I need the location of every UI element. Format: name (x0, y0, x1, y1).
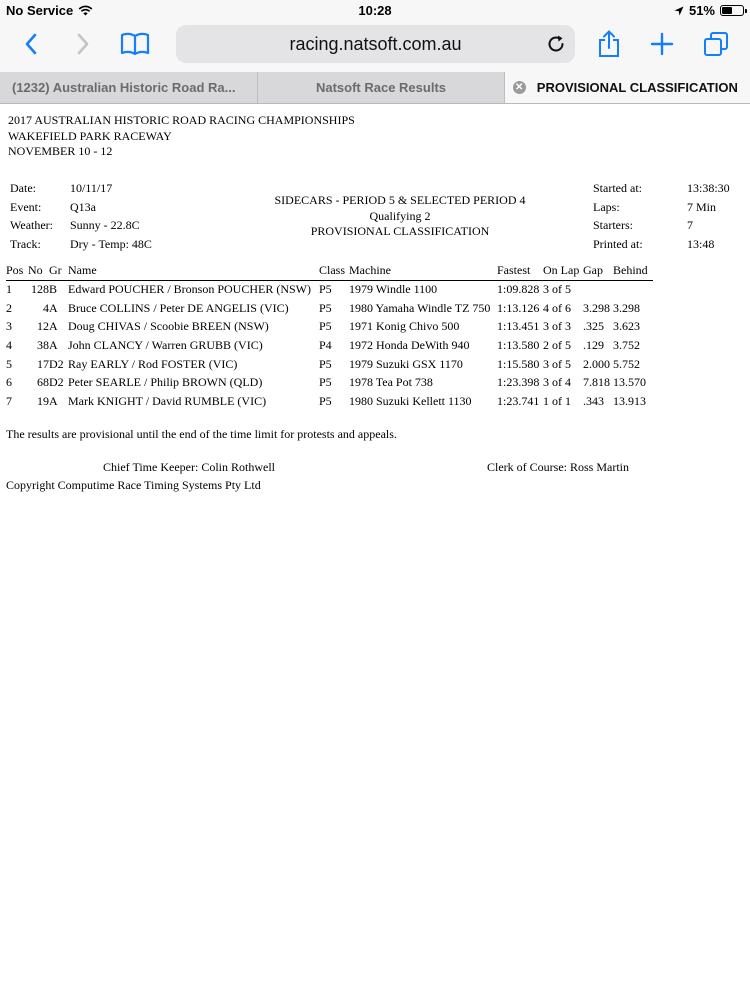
col-header-machine: Machine (349, 262, 497, 280)
info-value: Q13a (70, 199, 96, 214)
event-title: 2017 AUSTRALIAN HISTORIC ROAD RACING CHAMPIONSHIPS (8, 113, 355, 127)
event-venue: WAKEFIELD PARK RACEWAY (8, 128, 172, 143)
bookmarks-button[interactable] (117, 28, 153, 60)
clerk-of-course: Clerk of Course: Ross Martin (487, 460, 629, 474)
cell-behind: 3.752 (613, 338, 640, 353)
info-value: 7 (687, 218, 693, 232)
table-row (6, 337, 653, 356)
cell-on-lap: 3 of 4 (543, 375, 571, 390)
status-bar (0, 0, 750, 20)
tabs-icon (703, 31, 729, 57)
cell-gr: D2 (49, 356, 64, 371)
cell-behind: 13.913 (613, 394, 646, 409)
url-text: racing.natsoft.com.au (289, 34, 462, 54)
results-header-row (6, 262, 653, 280)
cell-fastest: 1:13.451 (497, 319, 540, 334)
cell-no: 17 (37, 356, 49, 371)
provisional-note: The results are provisional until the end of the time limit for protests and appeals. (6, 427, 397, 441)
col-header-gap: Gap (583, 262, 613, 280)
info-label: Weather: (10, 218, 54, 232)
cell-class: P5 (319, 356, 332, 371)
cell-gr: D2 (49, 375, 64, 390)
cell-gap: .129 (583, 338, 604, 353)
cell-machine: 1980 Suzuki Kellett 1130 (349, 394, 472, 409)
cell-gap: 3.298 (583, 300, 610, 315)
info-row-track (10, 237, 152, 256)
reload-icon[interactable] (545, 33, 567, 55)
book-icon (120, 32, 150, 56)
cell-no: 68 (37, 375, 49, 390)
cell-class: P5 (319, 300, 332, 315)
cell-behind: 3.623 (613, 319, 640, 334)
tab-historic-road-racing[interactable] (0, 72, 258, 103)
tab-label: Natsoft Race Results (315, 80, 447, 95)
col-header-name: Name (68, 262, 319, 280)
cell-no: 128 (31, 282, 49, 296)
location-arrow-icon (674, 6, 684, 16)
plus-icon (650, 32, 674, 56)
share-button[interactable] (591, 28, 627, 60)
cell-pos: 6 (6, 375, 12, 390)
forward-button[interactable] (65, 28, 101, 60)
cell-name: Ray EARLY / Rod FOSTER (VIC) (68, 356, 238, 371)
cell-machine: 1979 Windle 1100 (349, 282, 438, 296)
table-row (6, 318, 653, 337)
cell-fastest: 1:23.398 (497, 375, 540, 390)
cell-gr: A (49, 319, 58, 334)
col-header-no: No (28, 262, 49, 280)
event-header (8, 113, 355, 160)
info-row-event (10, 200, 152, 219)
cell-no: 19 (37, 394, 49, 409)
info-label: Laps: (593, 199, 620, 214)
back-button[interactable] (13, 28, 49, 60)
cell-gap: .343 (583, 394, 604, 409)
info-row-printed (593, 237, 730, 256)
info-label: Event: (10, 199, 42, 214)
classification-status: PROVISIONAL CLASSIFICATION (310, 224, 490, 238)
cell-name: Peter SEARLE / Philip BROWN (QLD) (68, 375, 263, 390)
col-header-pos: Pos (6, 262, 28, 280)
class-title: SIDECARS - PERIOD 5 & SELECTED PERIOD 4 (274, 193, 526, 207)
cell-pos: 4 (6, 338, 12, 353)
table-row (6, 280, 653, 299)
copyright: Copyright Computime Race Timing Systems Pty Ltd (6, 478, 261, 492)
cell-class: P5 (319, 319, 332, 334)
info-value: 7 Min (687, 199, 717, 214)
tab-natsoft-results[interactable] (258, 72, 504, 103)
cell-on-lap: 4 of 6 (543, 300, 571, 315)
cell-on-lap: 2 of 5 (543, 338, 571, 353)
results-body (6, 280, 653, 411)
cell-gr: B (49, 282, 58, 296)
info-row-date (10, 181, 152, 200)
cell-name: Doug CHIVAS / Scoobie BREEN (NSW) (68, 319, 269, 334)
cell-gap: .325 (583, 319, 604, 334)
cell-on-lap: 3 of 5 (543, 356, 571, 371)
cell-name: John CLANCY / Warren GRUBB (VIC) (68, 338, 263, 353)
cell-machine: 1978 Tea Pot 738 (349, 375, 433, 390)
tab-label: (1232) Australian Historic Road Ra... (12, 80, 236, 95)
cell-no: 38 (37, 338, 49, 353)
back-chevron-icon (24, 33, 38, 55)
cell-machine: 1972 Honda DeWith 940 (349, 338, 470, 353)
table-row (6, 393, 653, 412)
cell-machine: 1980 Yamaha Windle TZ 750 (349, 300, 491, 315)
cell-name: Mark KNIGHT / David RUMBLE (VIC) (68, 394, 267, 409)
cell-pos: 3 (6, 319, 12, 334)
address-bar[interactable] (176, 25, 575, 63)
cell-class: P5 (319, 375, 332, 390)
cell-class: P5 (319, 394, 332, 409)
cell-fastest: 1:23.741 (497, 394, 540, 409)
new-tab-button[interactable] (644, 28, 680, 60)
battery-fill (722, 7, 732, 14)
table-row (6, 374, 653, 393)
status-time: 10:28 (358, 3, 392, 18)
tab-bar (0, 72, 750, 104)
info-value: Sunny - 22.8C (70, 218, 140, 232)
info-value: 10/11/17 (70, 181, 113, 195)
session-name: Qualifying 2 (369, 208, 431, 223)
cell-name: Edward POUCHER / Bronson POUCHER (NSW) (68, 282, 311, 296)
carrier-label: No Service (6, 3, 74, 18)
cell-gr: A (49, 394, 58, 409)
info-label: Track: (10, 236, 41, 251)
cell-machine: 1971 Konig Chivo 500 (349, 319, 460, 334)
info-label: Starters: (593, 218, 633, 232)
battery-icon (720, 5, 744, 16)
cell-on-lap: 1 of 1 (543, 394, 571, 409)
info-label: Started at: (593, 181, 642, 195)
cell-pos: 7 (6, 394, 12, 409)
event-dates: NOVEMBER 10 - 12 (8, 144, 113, 158)
info-row-started (593, 181, 730, 200)
cell-on-lap: 3 of 3 (543, 319, 571, 334)
info-row-weather (10, 218, 152, 237)
close-tab-icon[interactable]: ✕ (513, 81, 526, 94)
cell-pos: 2 (6, 300, 12, 315)
cell-fastest: 1:13.126 (497, 300, 540, 315)
tabs-overview-button[interactable] (698, 28, 734, 60)
cell-gr: A (49, 300, 58, 315)
info-row-starters (593, 218, 730, 237)
session-info-left (10, 181, 152, 255)
cell-gap: 7.818 (583, 375, 610, 390)
share-icon (597, 30, 621, 58)
cell-gr: A (49, 338, 58, 353)
info-value: Dry - Temp: 48C (70, 236, 152, 251)
cell-behind: 5.752 (613, 356, 640, 371)
info-row-laps (593, 200, 730, 219)
forward-chevron-icon (76, 33, 90, 55)
cell-pos: 1 (6, 282, 12, 296)
tab-label: PROVISIONAL CLASSIFICATION (536, 80, 738, 95)
cell-gap (583, 280, 613, 299)
col-header-class: Class (319, 262, 349, 280)
info-value: 13:48 (687, 236, 715, 251)
battery-percent: 51% (688, 3, 715, 18)
col-header-behind: Behind (613, 262, 653, 280)
table-row (6, 299, 653, 318)
cell-pos: 5 (6, 356, 12, 371)
cell-behind: 3.298 (613, 300, 640, 315)
cell-machine: 1979 Suzuki GSX 1170 (349, 356, 463, 371)
info-label: Date: (10, 181, 36, 195)
page-content (0, 105, 750, 1000)
col-header-gr: Gr (49, 262, 68, 280)
cell-behind (613, 280, 653, 299)
cell-class: P4 (319, 338, 332, 353)
col-header-on-lap: On Lap (543, 262, 583, 280)
cell-gap: 2.000 (583, 356, 610, 371)
info-label: Printed at: (593, 236, 643, 251)
cell-behind: 13.570 (613, 375, 646, 390)
chief-time-keeper: Chief Time Keeper: Colin Rothwell (103, 460, 275, 474)
cell-fastest: 1:15.580 (497, 356, 540, 371)
cell-on-lap: 3 of 5 (543, 282, 571, 296)
session-info-right (593, 181, 730, 255)
cell-fastest: 1:13.580 (497, 338, 540, 353)
table-row (6, 355, 653, 374)
browser-toolbar (0, 20, 750, 72)
cell-class: P5 (319, 282, 332, 296)
tab-provisional-classification[interactable] (505, 72, 750, 103)
session-info-center (250, 193, 550, 240)
info-value: 13:38:30 (687, 181, 730, 195)
cell-fastest: 1:09.828 (497, 282, 540, 296)
cell-name: Bruce COLLINS / Peter DE ANGELIS (VIC) (68, 300, 289, 315)
col-header-fastest: Fastest (497, 262, 543, 280)
results-table (6, 262, 653, 411)
cell-no: 4 (43, 300, 49, 315)
status-right (674, 3, 744, 18)
cell-no: 12 (37, 319, 49, 334)
